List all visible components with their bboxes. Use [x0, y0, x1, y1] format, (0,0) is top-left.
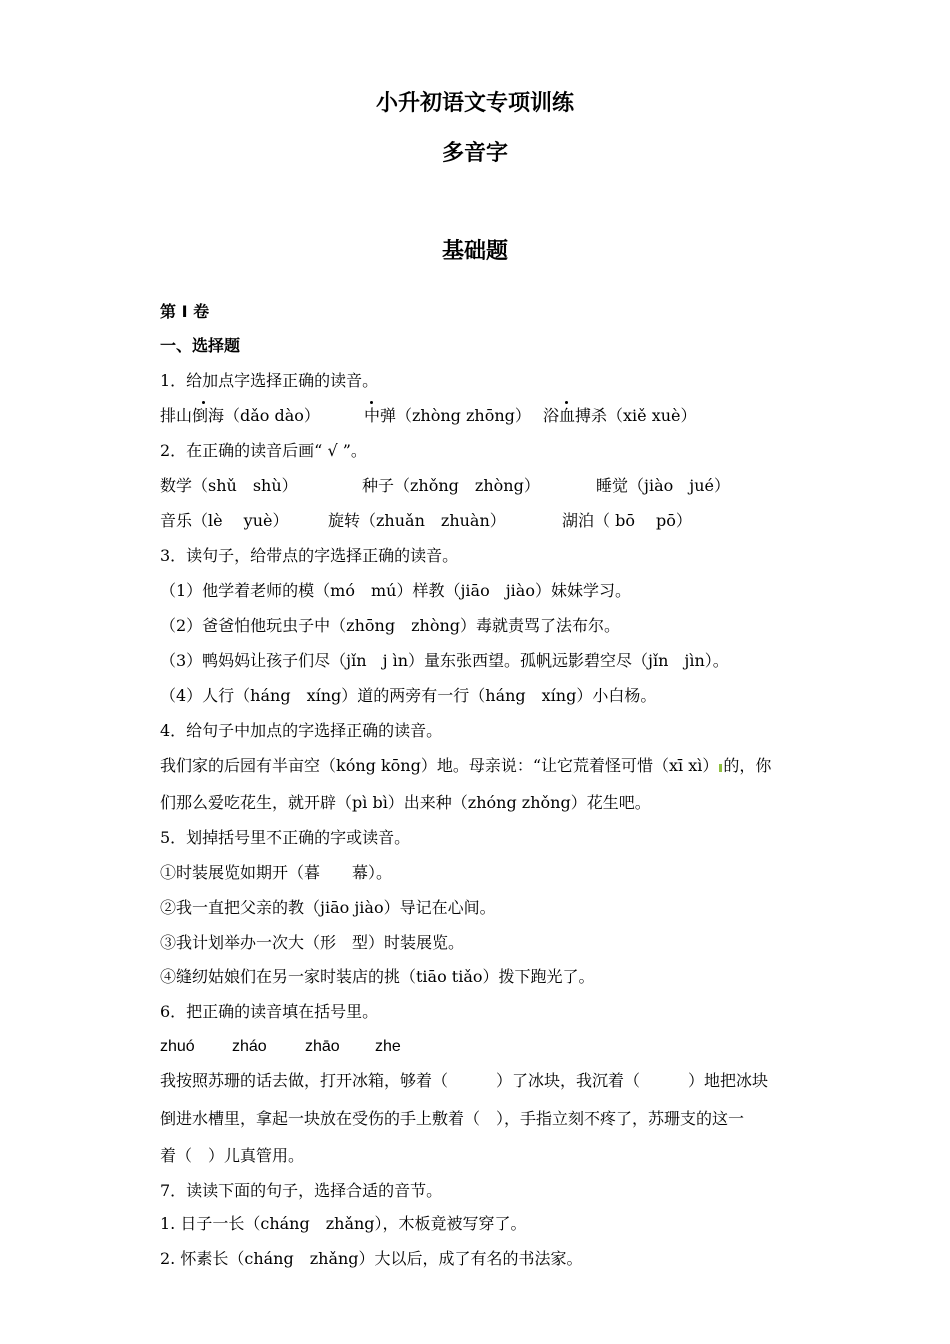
q2-item: 睡觉（jiào jué）	[596, 476, 730, 495]
q6-option: zhe	[375, 1038, 401, 1055]
q4-line-1b: 的，你	[723, 756, 772, 775]
q2-item: 数学（shǔ shù）	[160, 476, 298, 495]
q6-line-1: 我按照苏珊的话去做，打开冰箱，够着（ ）了冰块，我沉着（ ）地把冰块	[160, 1071, 769, 1090]
q6-line-2: 倒进水槽里，拿起一块放在受伤的手上敷着（ ），手指立刻不疼了，苏珊支的这一	[160, 1109, 745, 1128]
q4-line-1a: 我们家的后园有半亩空（kóng kōng）地。母亲说：“让它荒着怪可惜（xī xì）	[160, 756, 719, 775]
q6-line-3: 着（ ）儿真管用。	[160, 1146, 305, 1165]
q6-option: zhuó	[160, 1038, 195, 1055]
q1-option-a-text: 排山倒海（dǎo dào）	[160, 406, 320, 425]
q1-option-c	[543, 406, 697, 426]
highlight-mark	[719, 764, 722, 772]
q2-item: 旋转（zhuǎn zhuàn）	[328, 511, 506, 530]
q4-line-1	[160, 756, 771, 776]
emphasis-dot	[561, 406, 571, 407]
q2-item: 种子（zhǒng zhòng）	[362, 476, 540, 495]
q6-option: zháo	[232, 1038, 267, 1055]
q1-prompt: 1．给加点字选择正确的读音。	[160, 371, 379, 390]
q2-item: 湖泊（ bō pō）	[562, 511, 692, 530]
doc-title: 小升初语文专项训练	[375, 91, 574, 116]
section-choice-heading: 一、选择题	[160, 336, 241, 355]
q3-prompt: 3．读句子，给带点的字选择正确的读音。	[160, 546, 459, 565]
q5-prompt: 5．划掉括号里不正确的字或读音。	[160, 828, 411, 847]
q7-line-2: 2. 怀素长（cháng zhǎng）大以后，成了有名的书法家。	[160, 1249, 583, 1268]
q3-line-1: （1）他学着老师的模（mó mú）样教（jiāo jiào）妹妹学习。	[160, 581, 631, 600]
emphasis-dot	[366, 406, 376, 407]
q3-line-4: （4）人行（háng xíng）道的两旁有一行（háng xíng）小白杨。	[160, 686, 657, 705]
doc-subtitle: 多音字	[441, 141, 508, 166]
q1-option-a	[160, 406, 320, 426]
q1-option-c-text: 浴血搏杀（xiě xuè）	[543, 406, 697, 425]
section-title: 基础题	[441, 239, 508, 264]
emphasis-dot	[198, 406, 208, 407]
q5-line-4: ④缝纫姑娘们在另一家时装店的挑（tiāo tiǎo）拨下跑光了。	[160, 967, 595, 986]
part-label: 第 I 卷	[160, 302, 210, 321]
q7-prompt: 7．读读下面的句子，选择合适的音节。	[160, 1181, 443, 1200]
q6-prompt: 6．把正确的读音填在括号里。	[160, 1002, 379, 1021]
q1-option-b	[364, 406, 531, 426]
q5-line-1: ①时装展览如期开（暮 幕）。	[160, 863, 393, 882]
q5-line-3: ③我计划举办一次大（形 型）时装展览。	[160, 933, 465, 952]
q4-prompt: 4．给句子中加点的字选择正确的读音。	[160, 721, 443, 740]
q6-option: zhāo	[305, 1038, 340, 1055]
q1-option-b-text: 中弹（zhòng zhōng）	[364, 406, 531, 425]
q2-prompt: 2．在正确的读音后画“ √ ”。	[160, 441, 367, 460]
q7-line-1: 1. 日子一长（cháng zhǎng），木板竟被写穿了。	[160, 1214, 527, 1233]
q3-line-2: （2）爸爸怕他玩虫子中（zhōng zhòng）毒就责骂了法布尔。	[160, 616, 621, 635]
q4-line-2: 们那么爱吃花生，就开辟（pì bì）出来种（zhóng zhǒng）花生吧。	[160, 793, 651, 812]
q5-line-2: ②我一直把父亲的教（jiāo jiào）导记在心间。	[160, 898, 496, 917]
q3-line-3: （3）鸭妈妈让孩子们尽（jǐn j ìn）量东张西望。孤帆远影碧空尽（jǐn jìn）。	[160, 651, 729, 670]
q2-item: 音乐（lè yuè）	[160, 511, 289, 530]
